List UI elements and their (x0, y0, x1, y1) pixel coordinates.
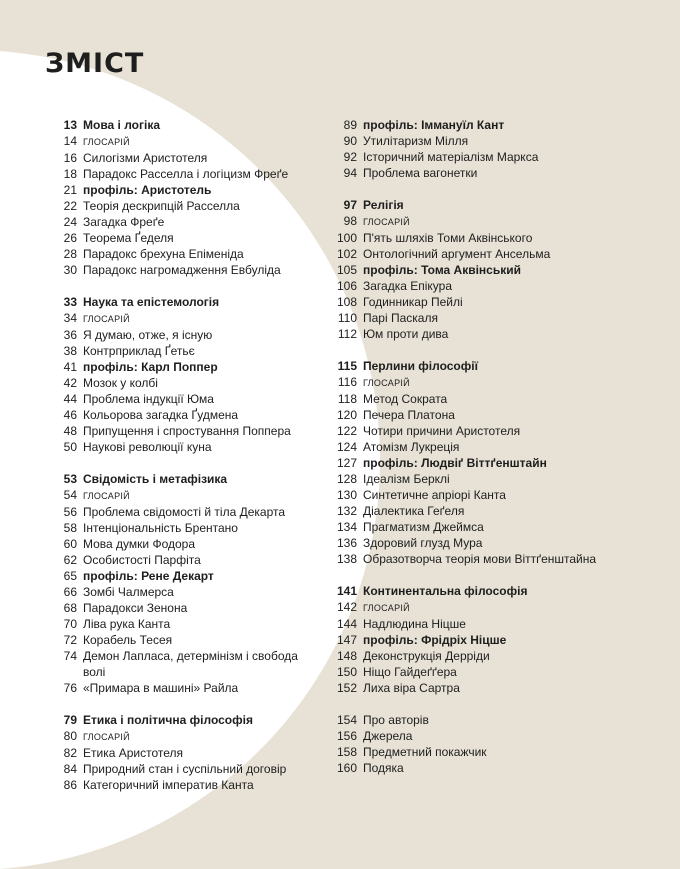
toc-entry[interactable] (325, 632, 645, 648)
toc-page-number: 110 (337, 311, 357, 325)
toc-page-number: 92 (343, 150, 357, 164)
toc-page-number: 76 (63, 681, 77, 695)
toc-entry[interactable] (45, 600, 315, 616)
toc-entry[interactable] (45, 616, 315, 632)
toc-page-number: 105 (336, 263, 357, 277)
toc-page-number: 127 (336, 456, 357, 470)
toc-section (325, 197, 645, 342)
toc-entry-label: Особистості Парфіта (83, 553, 201, 567)
toc-page-number: 38 (63, 344, 77, 358)
toc-page-number: 144 (336, 617, 357, 631)
toc-entry-label: профіль: Людвіґ Віттґенштайн (363, 456, 547, 470)
toc-page-number: 28 (63, 247, 77, 261)
toc-entry-label: Парі Паскаля (363, 311, 438, 325)
toc-entry[interactable] (45, 150, 315, 166)
toc-page-number: 134 (336, 520, 357, 534)
toc-page-number: 79 (63, 713, 77, 727)
toc-section (325, 712, 645, 776)
toc-page-number: 128 (336, 472, 357, 486)
toc-page-number: 14 (63, 134, 77, 148)
toc-entry-label: Онтологічний аргумент Ансельма (363, 247, 551, 261)
toc-entry[interactable] (325, 149, 645, 165)
toc-page-number: 150 (336, 665, 357, 679)
toc-entry[interactable] (45, 728, 315, 745)
toc-entry[interactable] (45, 777, 315, 793)
toc-entry[interactable] (45, 198, 315, 214)
toc-entry[interactable] (45, 568, 315, 584)
toc-entry[interactable] (45, 536, 315, 552)
toc-page-number: 100 (336, 231, 357, 245)
toc-entry-label: Ідеалізм Берклі (363, 472, 450, 486)
toc-entry-label: Печера Платона (363, 408, 455, 422)
toc-entry-label: Зомбі Чалмерса (83, 585, 174, 599)
toc-entry[interactable] (45, 262, 315, 278)
toc-page-number: 44 (63, 392, 77, 406)
toc-entry[interactable] (325, 760, 645, 776)
toc-entry-label: Мова і логіка (83, 118, 161, 132)
toc-entry-label: Ліва рука Канта (83, 617, 171, 631)
toc-entry[interactable] (325, 391, 645, 407)
toc-entry-label: Свідомість і метафізика (83, 472, 228, 486)
toc-entry-label: Інтенціональність Брентано (83, 521, 238, 535)
toc-entry-label: Проблема свідомості й тіла Декарта (83, 505, 286, 519)
toc-entry[interactable] (45, 343, 315, 359)
toc-page-number: 54 (63, 488, 77, 502)
toc-entry[interactable] (325, 455, 645, 471)
toc-entry[interactable] (325, 616, 645, 632)
toc-entry-label: Діалектика Геґеля (363, 504, 465, 518)
toc-entry-label: Кольорова загадка Ґудмена (83, 408, 239, 422)
toc-page-number: 68 (63, 601, 77, 615)
toc-entry[interactable] (45, 214, 315, 230)
toc-left-column (45, 117, 315, 809)
toc-entry-label: Теорія дескрипцій Расселла (83, 199, 240, 213)
toc-entry-label: Метод Сократа (363, 392, 448, 406)
toc-entry-label: Здоровий глузд Мура (363, 536, 483, 550)
toc-entry-label: Категоричний імператив Канта (83, 778, 254, 792)
toc-section (45, 117, 315, 278)
toc-section (45, 712, 315, 793)
toc-page-number: 118 (337, 392, 357, 406)
toc-entry[interactable] (45, 504, 315, 520)
toc-page-number: 115 (337, 359, 357, 373)
toc-page-number: 22 (63, 199, 77, 213)
toc-right-column (325, 117, 645, 792)
toc-entry[interactable] (45, 584, 315, 600)
toc-page-number: 147 (336, 633, 357, 647)
toc-page-number: 80 (63, 729, 77, 743)
toc-page-number: 122 (336, 424, 357, 438)
toc-entry[interactable] (325, 728, 645, 744)
toc-page-number: 33 (63, 295, 77, 309)
toc-entry[interactable] (325, 519, 645, 535)
toc-page-number: 58 (63, 521, 77, 535)
toc-page-number: 120 (336, 408, 357, 422)
toc-entry[interactable] (45, 745, 315, 761)
toc-entry-label: Історичний матеріалізм Маркса (363, 150, 539, 164)
toc-entry[interactable] (325, 133, 645, 149)
toc-entry-label: Надлюдина Ніцше (363, 617, 466, 631)
toc-entry[interactable] (325, 648, 645, 664)
toc-entry[interactable] (45, 375, 315, 391)
toc-page-number: 98 (343, 214, 357, 228)
toc-chapter-heading[interactable] (325, 583, 645, 599)
toc-page-number: 148 (336, 649, 357, 663)
toc-entry[interactable] (45, 648, 315, 680)
toc-entry[interactable] (325, 294, 645, 310)
toc-page-number: 53 (63, 472, 77, 486)
toc-entry-label: ГЛОСАРІЙ (83, 314, 130, 324)
toc-page-number: 66 (63, 585, 77, 599)
toc-entry-label: Образотворча теорія мови Віттґенштайна (363, 552, 597, 566)
toc-page-number: 108 (336, 295, 357, 309)
toc-page-number: 124 (336, 440, 357, 454)
toc-entry[interactable] (325, 599, 645, 616)
toc-entry[interactable] (325, 310, 645, 326)
toc-entry-label: профіль: Аристотель (83, 183, 212, 197)
toc-entry-label: Корабель Тесея (83, 633, 173, 647)
toc-page-number: 36 (63, 328, 77, 342)
toc-page-number: 21 (63, 183, 77, 197)
toc-entry-label: Етика Аристотеля (83, 746, 184, 760)
toc-entry[interactable] (325, 664, 645, 680)
toc-entry-label: профіль: Карл Поппер (83, 360, 218, 374)
toc-entry[interactable] (45, 632, 315, 648)
toc-entry[interactable] (45, 520, 315, 536)
toc-entry[interactable] (45, 487, 315, 504)
toc-page-number: 62 (63, 553, 77, 567)
toc-page-number: 154 (336, 713, 357, 727)
toc-page-number: 24 (63, 215, 77, 229)
toc-chapter-heading[interactable] (45, 712, 315, 728)
toc-page-number: 65 (63, 569, 77, 583)
toc-entry-label: Перлини філософії (363, 359, 478, 373)
toc-section (325, 583, 645, 696)
toc-entry-label: Загадка Фреґе (83, 215, 165, 229)
toc-page-number: 74 (63, 649, 77, 663)
toc-section (45, 471, 315, 696)
toc-page-number: 84 (63, 762, 77, 776)
toc-page-number: 156 (336, 729, 357, 743)
toc-entry[interactable] (325, 503, 645, 519)
toc-entry[interactable] (325, 439, 645, 455)
toc-page-number: 56 (63, 505, 77, 519)
toc-entry[interactable] (45, 552, 315, 568)
toc-page-number: 130 (336, 488, 357, 502)
toc-entry-label: Мова думки Фодора (83, 537, 196, 551)
toc-chapter-heading[interactable] (325, 358, 645, 374)
toc-page-number: 46 (63, 408, 77, 422)
toc-entry-label: профіль: Тома Аквінський (363, 263, 521, 277)
toc-page-number: 136 (336, 536, 357, 550)
toc-entry-label: Про авторів (363, 713, 429, 727)
toc-entry-label: Парадокси Зенона (83, 601, 188, 615)
toc-entry-label: П'ять шляхів Томи Аквінського (363, 231, 533, 245)
toc-entry[interactable] (45, 680, 315, 696)
toc-entry-label: ГЛОСАРІЙ (83, 732, 130, 742)
toc-page-number: 42 (63, 376, 77, 390)
toc-section (325, 358, 645, 567)
toc-entry[interactable] (45, 391, 315, 407)
toc-entry[interactable] (325, 278, 645, 294)
toc-entry-label: профіль: Іммануїл Кант (363, 118, 505, 132)
toc-entry[interactable] (45, 310, 315, 327)
toc-entry-label: Чотири причини Аристотеля (363, 424, 521, 438)
toc-page-number: 90 (343, 134, 357, 148)
toc-entry[interactable] (45, 133, 315, 150)
toc-page-number: 141 (336, 584, 357, 598)
toc-entry[interactable] (325, 230, 645, 246)
toc-entry-label: Силогізми Аристотеля (83, 151, 208, 165)
toc-section (325, 117, 645, 181)
toc-entry-label: Ніщо Гайдеґґера (363, 665, 457, 679)
toc-entry-label: Демон Лапласа, детермінізм і свобода волі (83, 649, 298, 679)
toc-entry[interactable] (45, 182, 315, 198)
toc-page-number: 82 (63, 746, 77, 760)
toc-entry-label: ГЛОСАРІЙ (83, 491, 130, 501)
page-title: ЗМІСТ (45, 48, 145, 79)
toc-entry[interactable] (325, 117, 645, 133)
toc-entry-label: Проблема індукції Юма (83, 392, 214, 406)
toc-entry[interactable] (325, 712, 645, 728)
toc-entry[interactable] (45, 246, 315, 262)
toc-entry-label: профіль: Рене Декарт (83, 569, 214, 583)
toc-page-number: 89 (343, 118, 357, 132)
toc-entry-label: Релігія (363, 198, 404, 212)
toc-entry-label: Джерела (363, 729, 413, 743)
toc-page-number: 152 (336, 681, 357, 695)
toc-page-number: 18 (63, 167, 77, 181)
toc-entry-label: ГЛОСАРІЙ (363, 217, 410, 227)
toc-entry-label: профіль: Фрідріх Ніцше (363, 633, 507, 647)
toc-entry-label: Подяка (363, 761, 404, 775)
toc-entry[interactable] (325, 535, 645, 551)
toc-entry[interactable] (45, 407, 315, 423)
toc-entry-label: Континентальна філософія (363, 584, 528, 598)
toc-entry[interactable] (325, 471, 645, 487)
toc-page-number: 138 (336, 552, 357, 566)
toc-page-number: 97 (343, 198, 357, 212)
toc-entry-label: ГЛОСАРІЙ (83, 137, 130, 147)
toc-entry[interactable] (325, 326, 645, 342)
toc-page-number: 106 (336, 279, 357, 293)
toc-entry-label: Природний стан і суспільний договір (83, 762, 287, 776)
toc-page-number: 70 (63, 617, 77, 631)
toc-page-number: 112 (337, 327, 357, 341)
toc-page-number: 116 (337, 375, 357, 389)
toc-entry-label: Предметний покажчик (363, 745, 487, 759)
toc-entry-label: Теорема Ґеделя (83, 231, 174, 245)
toc-page-number: 34 (63, 311, 77, 325)
toc-entry[interactable] (325, 213, 645, 230)
toc-entry-label: «Примара в машині» Райла (83, 681, 239, 695)
toc-entry[interactable] (325, 262, 645, 278)
toc-page-number: 26 (63, 231, 77, 245)
toc-entry[interactable] (45, 327, 315, 343)
toc-entry-label: Етика і політична філософія (83, 713, 253, 727)
toc-entry[interactable] (325, 246, 645, 262)
toc-entry-label: ГЛОСАРІЙ (363, 378, 410, 388)
toc-entry-label: Парадокс брехуна Епіменіда (83, 247, 244, 261)
toc-entry-label: Проблема вагонетки (363, 166, 478, 180)
toc-page-number: 41 (63, 360, 77, 374)
toc-page-number: 50 (63, 440, 77, 454)
toc-entry-label: Прагматизм Джеймса (363, 520, 484, 534)
toc-page-number: 158 (336, 745, 357, 759)
toc-page-number: 48 (63, 424, 77, 438)
toc-entry-label: Атомізм Лукреція (363, 440, 460, 454)
toc-page-number: 60 (63, 537, 77, 551)
toc-entry-label: Наука та епістемологія (83, 295, 220, 309)
toc-page-number: 13 (63, 118, 77, 132)
toc-entry-label: Наукові революції куна (83, 440, 212, 454)
toc-chapter-heading[interactable] (45, 471, 315, 487)
toc-entry-label: Юм проти дива (363, 327, 449, 341)
toc-entry-label: Мозок у колбі (83, 376, 158, 390)
toc-entry-label: ГЛОСАРІЙ (363, 603, 410, 613)
toc-entry-label: Парадокс нагромадження Евбуліда (83, 263, 281, 277)
toc-entry[interactable] (325, 680, 645, 696)
toc-entry[interactable] (45, 166, 315, 182)
toc-entry[interactable] (325, 423, 645, 439)
toc-page-number: 142 (336, 600, 357, 614)
toc-page-number: 102 (336, 247, 357, 261)
toc-entry-label: Лиха віра Сартра (363, 681, 460, 695)
toc-entry[interactable] (325, 374, 645, 391)
toc-page-number: 16 (63, 151, 77, 165)
toc-page-number: 160 (336, 761, 357, 775)
toc-page-number: 94 (343, 166, 357, 180)
toc-entry-label: Годинникар Пейлі (363, 295, 463, 309)
toc-entry-label: Припущення і спростування Поппера (83, 424, 291, 438)
toc-chapter-heading[interactable] (325, 197, 645, 213)
toc-section (45, 294, 315, 455)
toc-entry-label: Деконструкція Дерріди (363, 649, 490, 663)
toc-entry[interactable] (45, 359, 315, 375)
toc-entry-label: Я думаю, отже, я існую (83, 328, 213, 342)
toc-entry[interactable] (45, 230, 315, 246)
toc-page-number: 30 (63, 263, 77, 277)
toc-entry[interactable] (45, 423, 315, 439)
toc-entry-label: Контрприклад Ґетьє (83, 344, 195, 358)
toc-entry-label: Загадка Епікура (363, 279, 452, 293)
toc-entry[interactable] (325, 744, 645, 760)
toc-entry[interactable] (45, 439, 315, 455)
toc-page-number: 86 (63, 778, 77, 792)
toc-entry[interactable] (325, 165, 645, 181)
toc-chapter-heading[interactable] (45, 294, 315, 310)
toc-entry-label: Парадокс Расселла і логіцизм Фреґе (83, 167, 289, 181)
toc-entry[interactable] (45, 761, 315, 777)
toc-entry-label: Утилітаризм Мілля (363, 134, 469, 148)
toc-entry[interactable] (325, 407, 645, 423)
toc-chapter-heading[interactable] (45, 117, 315, 133)
toc-entry[interactable] (325, 551, 645, 567)
toc-page-number: 72 (63, 633, 77, 647)
toc-page-number: 132 (336, 504, 357, 518)
toc-entry-label: Синтетичне апріорі Канта (363, 488, 506, 502)
toc-entry[interactable] (325, 487, 645, 503)
